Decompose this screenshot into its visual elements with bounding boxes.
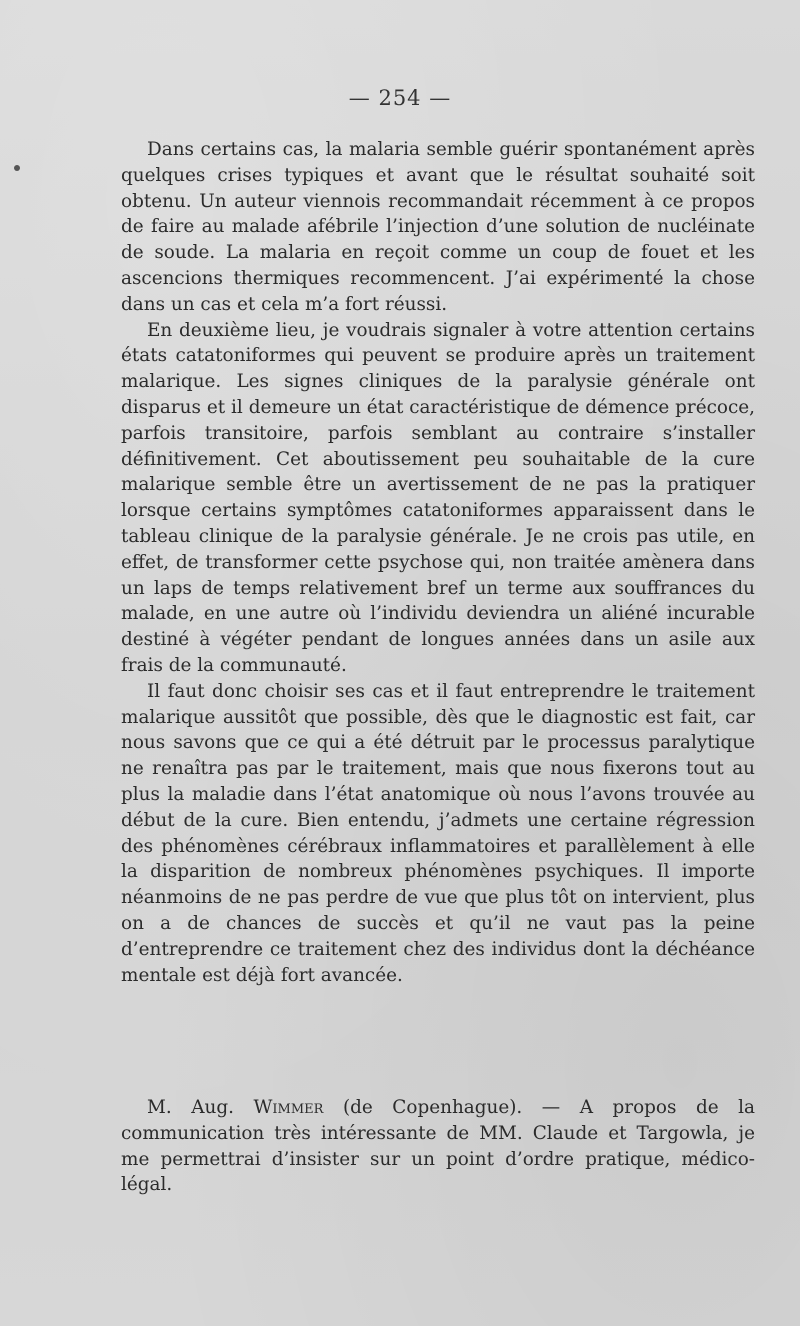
speaker-name: Wimmer xyxy=(253,1097,324,1118)
paragraph-catatoniform-states: En deuxième lieu, je voudrais signaler à votre attention certains états catatoniformes qui peuvent se produire après un traitement malarique. Les signes cliniques de la paralysie générale ont disparus et il demeure un état caractéristique de démence précoce, parfois transitoire, parfois semblant au contraire s’installer définitivement. Cet aboutissement peu souhaitable de la cure malarique semble être un avertissement de ne pas la pratiquer lorsque certains symptômes catatoniformes apparaissent dans le tableau clinique de la paralysie générale. Je ne crois pas utile, en effet, de transformer cette psychose qui, non traitée amènera dans un laps de temps relativement bref un terme aux souffrances du malade, en une autre où l’individu deviendra un aliéné incurable destiné à végéter pendant de longues années dans un asile aux frais de la communauté. xyxy=(121,319,755,676)
main-text-block xyxy=(121,137,755,988)
page-number: — 254 — xyxy=(348,86,452,110)
paragraph-malaria-cure: Dans certains cas, la malaria semble guérir spontanément après quelques crises typiques et avant que le résultat souhaité soit obtenu. Un auteur viennois recommandait récemment à ce propos de faire au malade afébrile l’injection d’une solution de nucléinate de soude. La malaria en reçoit comme un coup de fouet et les ascencions thermiques recommencent. J’ai expérimenté la chose dans un cas et cela m’a fort réussi. xyxy=(121,139,755,315)
speaker-prefix: M. Aug. xyxy=(147,1097,254,1118)
paragraph-wimmer xyxy=(121,1095,755,1198)
wimmer-statement: (de Copenhague). — A propos de la communication très intéressante de MM. Claude et Targowla, je me permettrai d’insister sur un point d’ordre pratique, médico-légal. xyxy=(121,1097,755,1196)
paragraph-choose-cases: Il faut donc choisir ses cas et il faut entreprendre le traitement malarique aussitôt que possible, dès que le diagnostic est fait, car nous savons que ce qui a été détruit par le processus paralytique ne renaîtra pas par le traitement, mais que nous fixerons tout au plus la maladie dans l’état anatomique où nous l’avons trouvée au début de la cure. Bien entendu, j’admets une certaine régression des phénomènes cérébraux inflammatoires et parallèlement à elle la disparition de nombreux phénomènes psychiques. Il importe néanmoins de ne pas perdre de vue que plus tôt on intervient, plus on a de chances de succès et qu’il ne vaut pas la peine d’entreprendre ce traitement chez des individus dont la déchéance mentale est déjà fort avancée. xyxy=(121,680,755,986)
ink-speck xyxy=(14,165,20,171)
wimmer-intervention xyxy=(121,1095,755,1198)
